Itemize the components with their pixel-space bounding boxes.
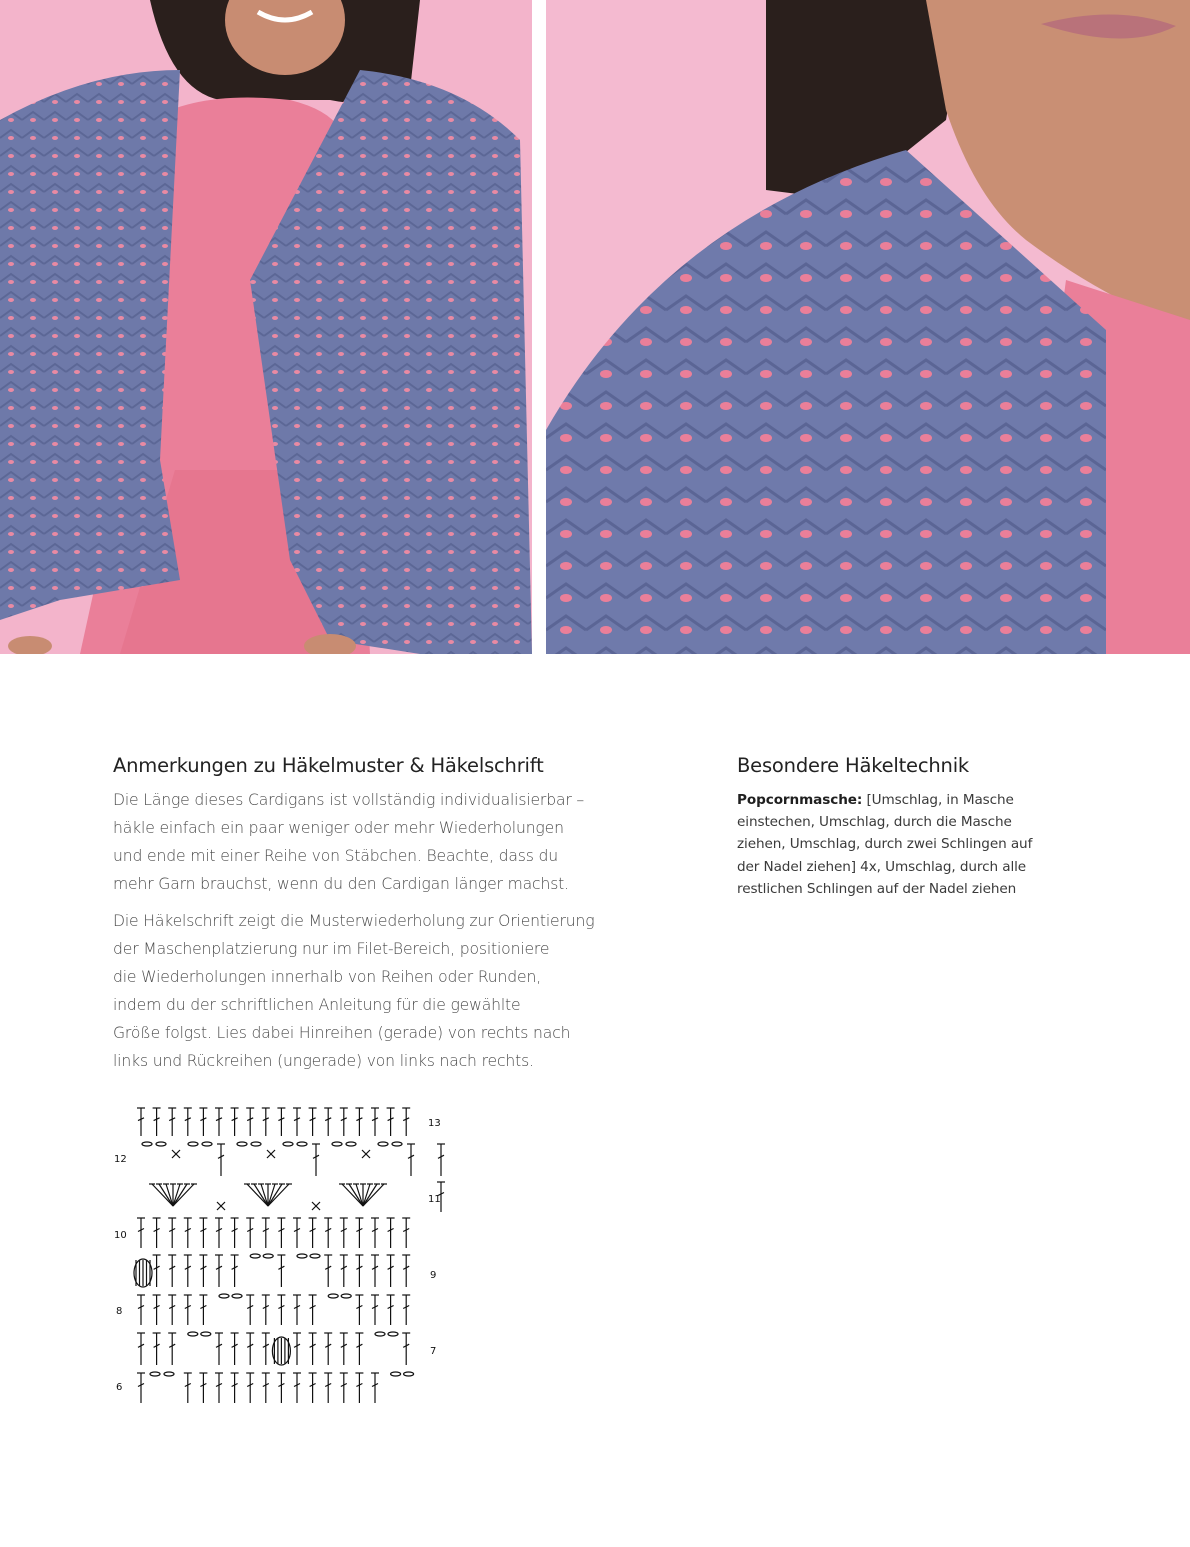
row-label-10: 10 bbox=[114, 1230, 127, 1241]
chain-symbol bbox=[232, 1294, 242, 1298]
cardigan-full-photo bbox=[0, 0, 532, 654]
chain-symbol bbox=[201, 1332, 211, 1336]
chain-symbol bbox=[219, 1294, 229, 1298]
row-label-11: 11 bbox=[428, 1194, 441, 1205]
technique-term: Popcornmasche: bbox=[737, 792, 863, 808]
chain-symbol bbox=[297, 1142, 307, 1146]
notes-heading: Anmerkungen zu Häkelmuster & Häkelschrift bbox=[113, 754, 544, 777]
chain-symbol bbox=[392, 1142, 402, 1146]
chain-symbol bbox=[237, 1142, 247, 1146]
chain-symbol bbox=[150, 1372, 160, 1376]
chain-symbol bbox=[375, 1332, 385, 1336]
chain-symbol bbox=[188, 1142, 198, 1146]
crochet-chart bbox=[108, 1098, 458, 1410]
chain-symbol bbox=[188, 1332, 198, 1336]
technique-description bbox=[737, 789, 1087, 900]
chain-symbol bbox=[310, 1254, 320, 1258]
row-label-6: 6 bbox=[116, 1382, 123, 1393]
chain-symbol bbox=[250, 1254, 260, 1258]
chain-symbol bbox=[328, 1294, 338, 1298]
chain-symbol bbox=[404, 1372, 414, 1376]
chain-symbol bbox=[164, 1372, 174, 1376]
cardigan-detail-photo bbox=[546, 0, 1190, 654]
shell-symbol bbox=[363, 1184, 377, 1206]
row-label-7: 7 bbox=[430, 1346, 437, 1357]
chain-symbol bbox=[283, 1142, 293, 1146]
notes-paragraph-chart: Die Häkelschrift zeigt die Musterwiederholung zur Orientierung der Maschenplatzierung nur im Filet-Bereich, positioniere die Wiederholungen innerhalb von Reihen oder Runden, indem du der schriftlichen Anleitung für die gewählte Größe folgst. Lies dabei Hinreihen (gerade) von rechts nach links und Rückreihen (ungerade) von links nach rechts. bbox=[113, 912, 595, 1070]
shell-symbol bbox=[159, 1184, 173, 1206]
chain-symbol bbox=[297, 1254, 307, 1258]
technique-body: [Umschlag, in Masche einstechen, Umschlag, durch die Masche ziehen, Umschlag, durch zwei Schlingen auf der Nadel ziehen] 4x, Umschlag, durch alle restlichen Schlingen auf der Nadel ziehen bbox=[737, 792, 1033, 897]
chain-symbol bbox=[388, 1332, 398, 1336]
notes-paragraph-length: Die Länge dieses Cardigans ist vollständig individualisierbar – häkle einfach ein paar weniger oder mehr Wiederholungen und ende mit einer Reihe von Stäbchen. Beachte, dass du mehr Garn brauchst, wenn du den Cardigan länger machst. bbox=[113, 791, 585, 893]
chain-symbol bbox=[341, 1294, 351, 1298]
chain-symbol bbox=[142, 1142, 152, 1146]
row-label-12: 12 bbox=[114, 1154, 127, 1165]
chain-symbol bbox=[391, 1372, 401, 1376]
shell-symbol bbox=[268, 1184, 282, 1206]
technique-heading: Besondere Häkeltechnik bbox=[737, 754, 969, 777]
shell-symbol bbox=[173, 1184, 187, 1206]
chart-symbols bbox=[134, 1108, 445, 1403]
shell-symbol bbox=[254, 1184, 268, 1206]
row-label-8: 8 bbox=[116, 1306, 123, 1317]
row-label-9: 9 bbox=[430, 1270, 437, 1281]
chain-symbol bbox=[332, 1142, 342, 1146]
row-label-13: 13 bbox=[428, 1118, 441, 1129]
shell-symbol bbox=[349, 1184, 363, 1206]
chain-symbol bbox=[263, 1254, 273, 1258]
chain-symbol bbox=[156, 1142, 166, 1146]
chain-symbol bbox=[346, 1142, 356, 1146]
chain-symbol bbox=[251, 1142, 261, 1146]
chain-symbol bbox=[378, 1142, 388, 1146]
chain-symbol bbox=[202, 1142, 212, 1146]
